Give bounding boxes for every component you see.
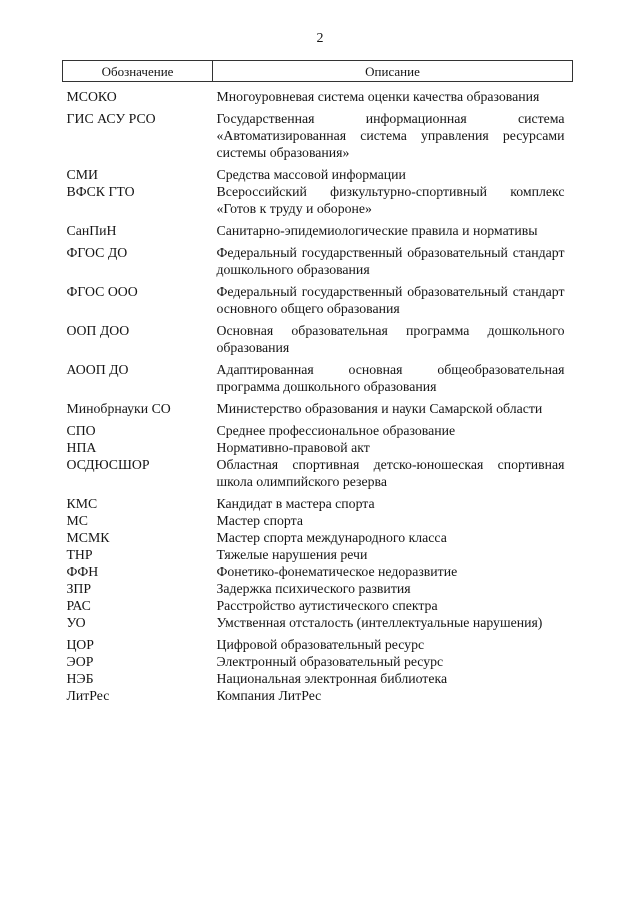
table-row — [63, 239, 573, 278]
table-row — [63, 82, 573, 106]
description-cell: Тяжелые нарушения речи — [216, 547, 368, 562]
abbreviation-cell: ФГОС ООО — [66, 284, 138, 299]
table-row — [63, 317, 573, 356]
table-header-row — [63, 61, 573, 82]
table-row — [63, 161, 573, 183]
abbreviation-cell: ЦОР — [66, 637, 94, 652]
description-cell: Федеральный государственный образовательный стандарт дошкольного образования — [216, 245, 565, 277]
abbreviation-cell: ОСДЮСШОР — [66, 457, 150, 472]
abbreviation-cell: РАС — [66, 598, 91, 613]
abbreviation-cell: СМИ — [66, 167, 98, 182]
table-row — [63, 417, 573, 439]
abbreviations-table — [62, 60, 573, 704]
description-cell: Национальная электронная библиотека — [216, 671, 448, 686]
description-cell: Министерство образования и науки Самарской области — [216, 401, 543, 416]
table-row — [63, 670, 573, 687]
description-cell: Мастер спорта — [216, 513, 303, 528]
table-row — [63, 563, 573, 580]
table-row — [63, 529, 573, 546]
abbreviation-cell: ЛитРес — [66, 688, 110, 703]
description-cell: Задержка психического развития — [216, 581, 411, 596]
table-row — [63, 597, 573, 614]
header-abbreviation: Обозначение — [63, 61, 213, 82]
description-cell: Всероссийский физкультурно-спортивный комплекс «Готов к труду и обороне» — [216, 184, 565, 216]
description-cell: Умственная отсталость (интеллектуальные нарушения) — [216, 615, 543, 630]
table-row — [63, 631, 573, 653]
table-body — [63, 82, 573, 705]
description-cell: Областная спортивная детско-юношеская спортивная школа олимпийского резерва — [216, 457, 565, 489]
description-cell: Расстройство аутистического спектра — [216, 598, 438, 613]
description-cell: Кандидат в мастера спорта — [216, 496, 375, 511]
description-cell: Нормативно-правовой акт — [216, 440, 370, 455]
abbreviation-cell: ГИС АСУ РСО — [66, 111, 156, 126]
table-row — [63, 512, 573, 529]
table-row — [63, 183, 573, 217]
abbreviation-cell: ООП ДОО — [66, 323, 130, 338]
description-cell: Электронный образовательный ресурс — [216, 654, 444, 669]
abbreviation-cell: СПО — [66, 423, 96, 438]
description-cell: Санитарно-эпидемиологические правила и нормативы — [216, 223, 538, 238]
table-row — [63, 217, 573, 239]
abbreviation-cell: НПА — [66, 440, 97, 455]
table-row — [63, 395, 573, 417]
abbreviation-cell: УО — [66, 615, 86, 630]
abbreviation-cell: КМС — [66, 496, 98, 511]
table-row — [63, 105, 573, 161]
abbreviation-cell: МСОКО — [66, 89, 117, 104]
description-cell: Средства массовой информации — [216, 167, 406, 182]
description-cell: Государственная информационная система «Автоматизированная система управления ресурсами системы образования» — [216, 111, 565, 160]
description-cell: Адаптированная основная общеобразовательная программа дошкольного образования — [216, 362, 565, 394]
description-cell: Мастер спорта международного класса — [216, 530, 447, 545]
abbreviation-cell: МС — [66, 513, 88, 528]
header-description: Описание — [213, 61, 573, 82]
abbreviation-cell: ЗПР — [66, 581, 92, 596]
table-row — [63, 439, 573, 456]
description-cell: Среднее профессиональное образование — [216, 423, 456, 438]
page-number: 2 — [316, 31, 324, 46]
description-cell: Фонетико-фонематическое недоразвитие — [216, 564, 458, 579]
table-row — [63, 456, 573, 490]
table-row — [63, 653, 573, 670]
abbreviation-cell: ВФСК ГТО — [66, 184, 135, 199]
description-cell: Цифровой образовательный ресурс — [216, 637, 425, 652]
table-row — [63, 356, 573, 395]
abbreviation-cell: АООП ДО — [66, 362, 129, 377]
abbreviation-cell: ФФН — [66, 564, 99, 579]
table-row — [63, 580, 573, 597]
abbreviation-cell: НЭБ — [66, 671, 94, 686]
abbreviation-cell: СанПиН — [66, 223, 117, 238]
description-cell: Многоуровневая система оценки качества образования — [216, 89, 540, 104]
abbreviation-cell: ТНР — [66, 547, 93, 562]
description-cell: Компания ЛитРес — [216, 688, 322, 703]
abbreviation-cell: ФГОС ДО — [66, 245, 128, 260]
table-row — [63, 278, 573, 317]
table-row — [63, 546, 573, 563]
abbreviation-cell: Минобрнауки СО — [66, 401, 171, 416]
abbreviation-cell: ЭОР — [66, 654, 94, 669]
description-cell: Основная образовательная программа дошкольного образования — [216, 323, 565, 355]
table-row — [63, 687, 573, 704]
table-row — [63, 490, 573, 512]
table-row — [63, 614, 573, 631]
abbreviation-cell: МСМК — [66, 530, 110, 545]
description-cell: Федеральный государственный образовательный стандарт основного общего образования — [216, 284, 565, 316]
